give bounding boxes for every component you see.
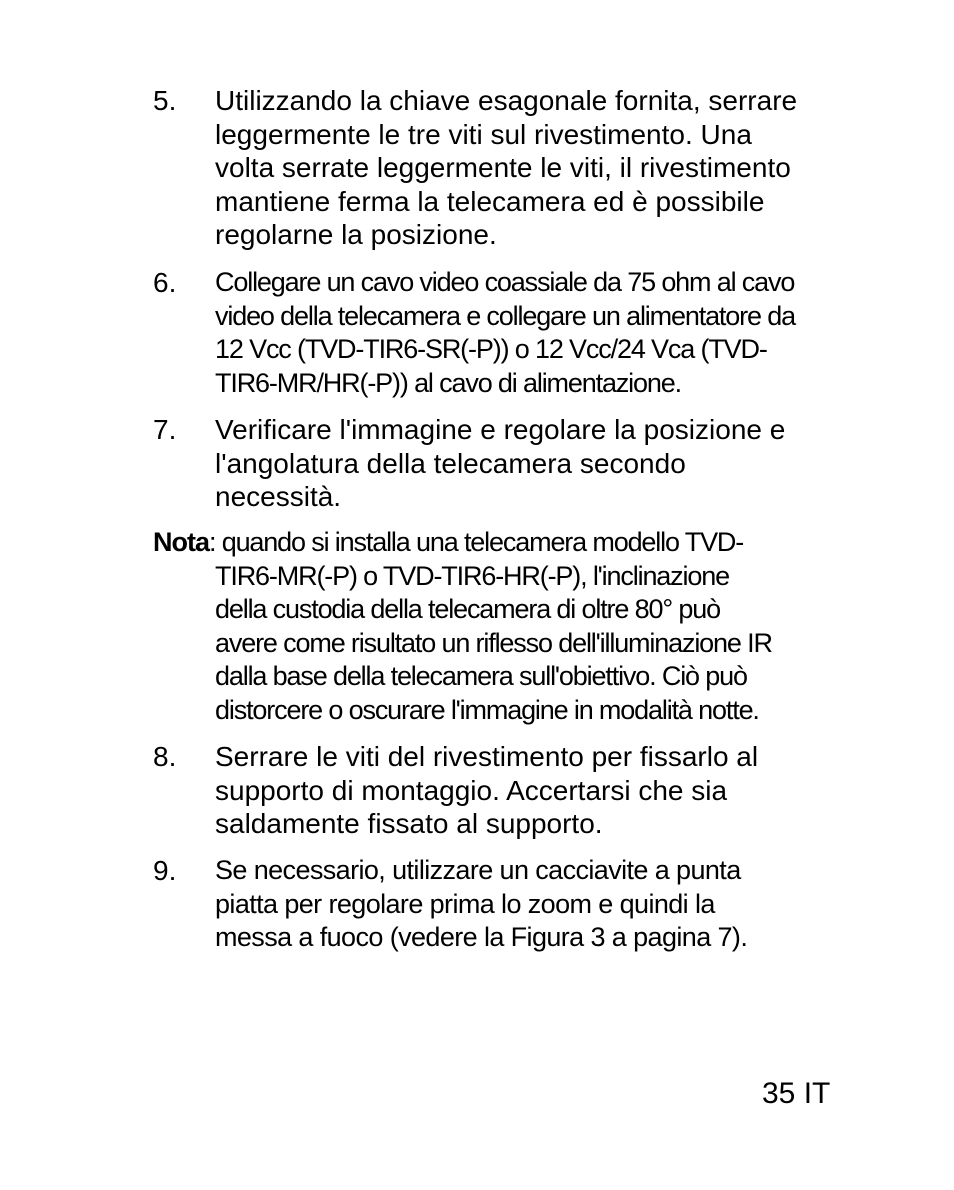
step-line: regolarne la posizione. xyxy=(215,219,497,250)
step-line: piatta per regolare prima lo zoom e quindi la xyxy=(215,888,715,919)
step-line: Collegare un cavo video coassiale da 75 ohm al cavo xyxy=(215,267,795,297)
step-line: necessità. xyxy=(215,481,342,512)
step-line: TIR6-MR/HR(-P)) al cavo di alimentazione. xyxy=(215,367,681,398)
step-text xyxy=(215,266,835,400)
step-line: supporto di montaggio. Accertarsi che sia xyxy=(215,774,728,806)
step-line: volta serrate leggermente le viti, il rivestimento xyxy=(215,152,791,183)
step-line: l'angolatura della telecamera secondo xyxy=(215,447,686,479)
step-line: Utilizzando la chiave esagonale fornita, serrare xyxy=(215,85,798,116)
step-line: mantiene ferma la telecamera ed è possibile xyxy=(215,185,765,217)
step-line: 12 Vcc (TVD-TIR6-SR(-P)) o 12 Vcc/24 Vca (TVD- xyxy=(215,334,767,364)
step-line: video della telecamera e collegare un alimentatore da xyxy=(215,300,795,331)
note-line: TIR6-MR(-P) o TVD-TIR6-HR(-P), l'inclinazione xyxy=(215,560,729,591)
note-label: Nota xyxy=(153,527,209,557)
note-line: distorcere o oscurare l'immagine in modalità notte. xyxy=(215,694,759,725)
step-line: Verificare l'immagine e regolare la posizione e xyxy=(215,414,786,445)
step-text xyxy=(215,84,835,252)
step-text xyxy=(215,740,835,841)
step-line: leggermente le tre viti sul rivestimento. Una xyxy=(215,118,752,150)
step-number: 7. xyxy=(153,414,177,445)
note-block xyxy=(153,526,843,727)
step-number: 5. xyxy=(153,85,177,116)
note-line: dalla base della telecamera sull'obiettivo. Ciò può xyxy=(215,661,747,691)
note-line: avere come risultato un riflesso dell'illuminazione IR xyxy=(215,627,772,658)
note-first-line xyxy=(153,526,843,560)
step-line: Serrare le viti del rivestimento per fissarlo al xyxy=(215,741,759,772)
step-text xyxy=(215,854,835,955)
note-intro: : quando si installa una telecamera modello TVD- xyxy=(209,527,744,557)
step-line: messa a fuoco (vedere la Figura 3 a pagina 7). xyxy=(215,922,748,952)
step-number: 9. xyxy=(153,855,177,886)
note-line: della custodia della telecamera di oltre 80° può xyxy=(215,594,720,624)
step-text xyxy=(215,413,835,514)
step-number: 8. xyxy=(153,741,177,772)
step-number: 6. xyxy=(153,267,177,298)
page-number: 35 IT xyxy=(762,1077,831,1110)
step-line: Se necessario, utilizzare un cacciavite a punta xyxy=(215,855,741,885)
step-line: saldamente fissato al supporto. xyxy=(215,808,603,839)
